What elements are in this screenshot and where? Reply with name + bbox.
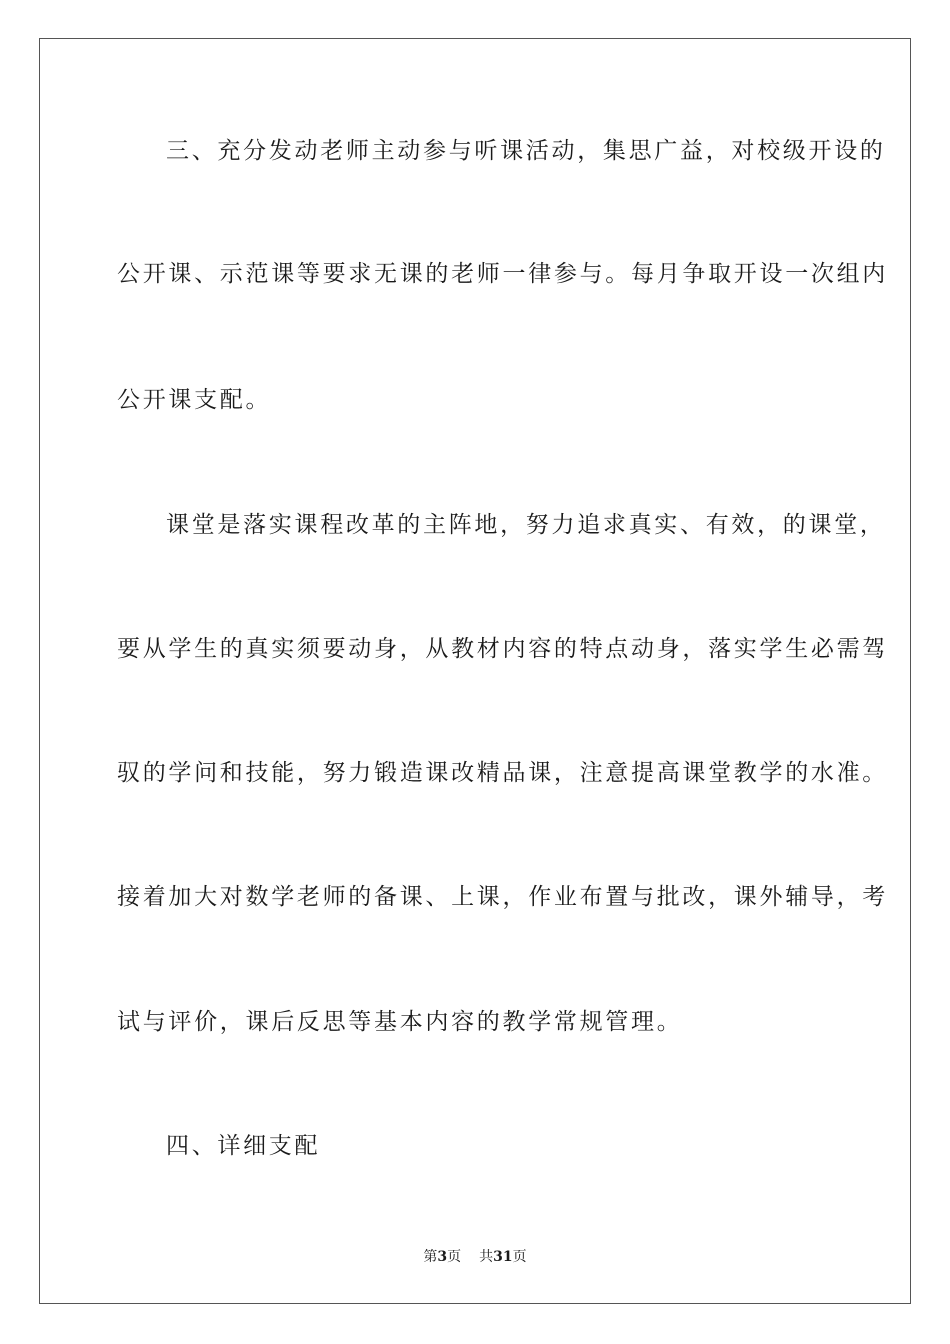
page-border (39, 38, 911, 1304)
paragraph-line-8: 试与评价，课后反思等基本内容的教学常规管理。 (117, 1009, 683, 1035)
footer-page-prefix: 第 (423, 1249, 438, 1265)
paragraph-line-2: 公开课、示范课等要求无课的老师一律参与。每月争取开设一次组内 (117, 261, 888, 287)
paragraph-line-1: 三、充分发动老师主动参与听课活动，集思广益，对校级开设的 (166, 138, 886, 164)
footer-page-suffix: 页 (447, 1249, 462, 1265)
paragraph-line-7: 接着加大对数学老师的备课、上课，作业布置与批改，课外辅导，考 (117, 884, 888, 910)
paragraph-line-3: 公开课支配。 (117, 387, 272, 413)
footer-total-prefix: 共 (479, 1249, 494, 1265)
section-heading: 四、详细支配 (166, 1133, 321, 1159)
paragraph-line-4: 课堂是落实课程改革的主阵地，努力追求真实、有效，的课堂， (166, 512, 886, 538)
footer-page-number: 3 (437, 1249, 448, 1265)
footer-total-suffix: 页 (512, 1249, 527, 1265)
paragraph-line-5: 要从学生的真实须要动身，从教材内容的特点动身，落实学生必需驾 (117, 636, 888, 662)
page-footer (0, 1248, 950, 1266)
footer-total-pages: 31 (493, 1249, 513, 1265)
paragraph-line-6: 驭的学问和技能，努力锻造课改精品课，注意提高课堂教学的水准。 (117, 760, 888, 786)
